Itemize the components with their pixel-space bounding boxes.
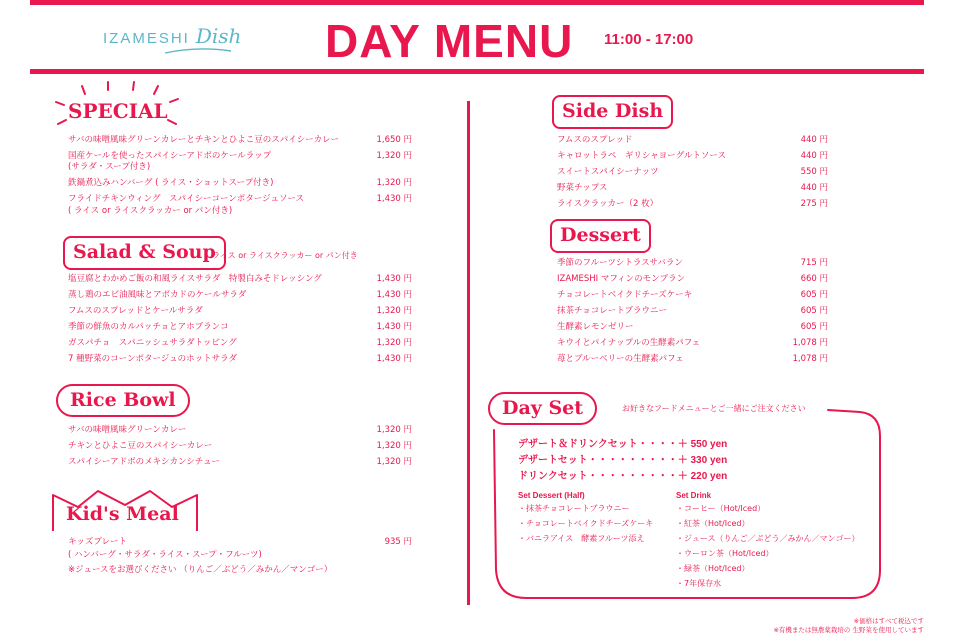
rice-item-price: 1,320 円 [376,425,412,435]
kids-heading: Kid's Meal [66,503,179,525]
dessert-item-price: 1,078 円 [792,338,828,348]
column-divider [467,101,470,605]
dessert-item-name: IZAMESHI マフィンのモンブラン [557,274,686,284]
special-item-name: サバの味噌風味グリーンカレーとチキンとひよこ豆のスパイシーカレー [68,135,340,145]
side-item-name: ライスクラッカー（2 枚） [557,199,659,209]
salad-item-name: フムスのスプレッドとケールサラダ [68,306,203,316]
salad-heading: Salad & Soup [63,236,226,270]
dessert-item-price: 660 円 [800,274,828,284]
salad-item-price: 1,430 円 [376,290,412,300]
special-item-name: フライドチキンウィング スパイシーコーンポタージュソース [68,194,305,204]
side-heading: Side Dish [552,95,673,129]
dessert-item-name: 生酵素レモンゼリー [557,322,634,332]
side-item-name: 野菜チップス [557,183,608,193]
set-dessert-item: ・バニラアイス 酵素フルーツ添え [518,534,645,543]
side-item-price: 275 円 [800,199,828,209]
dayset-note: お好きなフードメニューとご一緒にご注文ください [622,404,806,413]
opening-hours: 11:00 - 17:00 [604,31,694,48]
special-item-sub: ( ライス or ライスクラッカー or パン付き) [68,206,233,216]
side-item-price: 440 円 [800,151,828,161]
brand-logo [103,24,241,48]
set-option: デザート＆ドリンクセット・・・・＋ 550 yen [518,439,728,450]
footer-note: ※有機または無農薬栽培の 生野菜を使用しています [773,626,924,634]
salad-item-name: ガスパチョ スパニッシュサラダトッピング [68,338,237,348]
dessert-item-price: 605 円 [800,306,828,316]
rice-heading: Rice Bowl [56,384,190,417]
special-item-name: 国産ケールを使ったスパイシーアドボのケールラップ [68,151,272,161]
set-drink-item: ・7年保存水 [676,579,722,588]
special-item-name: 鉄鍋煮込みハンバーグ ( ライス・ショットスープ付き) [68,178,274,188]
salad-item-name: 塩豆腐とわかめご飯の和風ライスサラダ 特製白みそドレッシング [68,274,322,284]
kids-item-price: 935 円 [384,537,412,547]
set-drink-heading: Set Drink [676,491,712,500]
dessert-item-name: 苺とブルーベリーの生酵素パフェ [557,354,684,364]
set-drink-item: ・ジュース（りんご／ぶどう／みかん／マンゴー） [676,534,860,543]
rice-item-name: チキンとひよこ豆のスパイシーカレー [68,441,213,451]
dessert-item-name: 季節のフルーツシトラスサバラン [557,258,683,268]
set-option: デザートセット・・・・・・・・・＋ 330 yen [518,455,728,466]
dessert-item-price: 1,078 円 [792,354,828,364]
dessert-item-price: 605 円 [800,322,828,332]
salad-item-price: 1,430 円 [376,274,412,284]
kids-item-sub: ( ハンバーグ・サラダ・ライス・スープ・フルーツ) [68,550,262,560]
footer-note: ※価格はすべて税込です [853,617,924,625]
rice-item-price: 1,320 円 [376,441,412,451]
header-divider [30,69,924,74]
dessert-item-price: 715 円 [800,258,828,268]
logo-main-text: IZAMESHI [103,30,190,47]
dayset-heading: Day Set [488,392,597,425]
special-item-price: 1,320 円 [376,151,412,161]
salad-item-name: 7 種野菜のコーンポタージュのホットサラダ [68,354,238,364]
page-title: DAY MENU [325,15,574,67]
set-dessert-heading: Set Dessert (Half) [518,491,585,500]
side-item-price: 440 円 [800,183,828,193]
side-item-name: キャロットラペ ギリシャヨーグルトソース [557,151,726,161]
dessert-item-price: 605 円 [800,290,828,300]
side-item-price: 550 円 [800,167,828,177]
set-drink-item: ・緑茶（Hot/Iced） [676,564,750,573]
kids-item-sub: ※ジュースをお選びください （りんご／ぶどう／みかん／マンゴー） [68,565,333,575]
special-item-price: 1,650 円 [376,135,412,145]
dessert-heading: Dessert [550,219,651,253]
side-item-name: スイートスパイシーナッツ [557,167,659,177]
set-drink-item: ・ウーロン茶（Hot/Iced） [676,549,774,558]
rice-item-price: 1,320 円 [376,457,412,467]
dessert-item-name: キウイとパイナップルの生酵素パフェ [557,338,701,348]
set-dessert-item: ・抹茶チョコレートブラウニー [518,504,630,513]
salad-item-price: 1,320 円 [376,306,412,316]
set-option: ドリンクセット・・・・・・・・・＋ 220 yen [518,471,728,482]
set-drink-item: ・紅茶（Hot/Iced） [676,519,750,528]
special-heading: SPECIAL [68,99,168,123]
logo-script-text: Dish [195,24,242,48]
kids-item-name: キッズプレート [68,537,127,547]
set-dessert-item: ・チョコレートベイクドチーズケーキ [518,519,654,528]
salad-item-price: 1,430 円 [376,322,412,332]
side-item-price: 440 円 [800,135,828,145]
salad-item-price: 1,320 円 [376,338,412,348]
rice-item-name: スパイシーアドボのメキシカンシチュー [68,457,221,467]
top-border [30,0,924,5]
dessert-item-name: チョコレートベイクドチーズケーキ [557,290,693,300]
salad-item-name: 季節の鮮魚のカルパッチョとアホブランコ [68,322,229,332]
salad-item-price: 1,430 円 [376,354,412,364]
set-drink-item: ・コーヒー（Hot/Iced） [676,504,766,513]
dessert-item-name: 抹茶チョコレートブラウニー [557,306,667,316]
special-item-price: 1,320 円 [376,178,412,188]
special-item-price: 1,430 円 [376,194,412,204]
side-item-name: フムスのスプレッド [557,135,633,145]
salad-item-name: 蒸し鶏のエビ油風味とアボカドのケールサラダ [68,290,247,300]
logo-swoosh-icon [163,47,233,55]
rice-item-name: サバの味噌風味グリーンカレー [68,425,187,435]
salad-note: ライス or ライスクラッカー or パン付き [212,251,358,260]
special-item-sub: (サラダ・スープ付き) [68,162,151,172]
